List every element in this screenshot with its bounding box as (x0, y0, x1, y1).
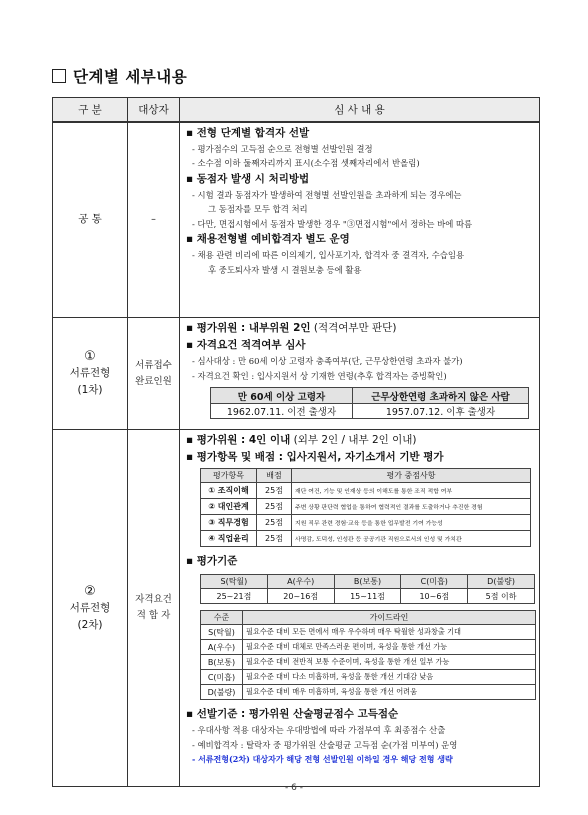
guideline-row (201, 670, 536, 685)
age-table-row (211, 404, 529, 419)
row-common (53, 122, 540, 318)
section-title: 단계별 세부내용 (73, 68, 188, 86)
bullet-heading: ▪ 동점자 발생 시 처리방법 (186, 172, 310, 185)
item-focus: 지원 직무 관련 경험·교육 등을 통한 업무발전 기여 가능성 (292, 515, 531, 531)
item-name: ② 대인관계 (201, 499, 257, 515)
item-score: 25점 (257, 531, 292, 547)
grade-label: S(탁월) (201, 575, 268, 589)
target-line: 서류접수 (135, 359, 172, 371)
target-line: 자격요건 (135, 594, 172, 605)
highlight-note: - 서류전형(2차) 대상자가 해당 전형 선발인원 이하일 경우 해당 전형 생략 (192, 754, 453, 764)
guideline-row (201, 685, 536, 700)
content-screening-1 (180, 318, 540, 430)
grade-range: 5점 이하 (468, 589, 535, 604)
age-value: 1957.07.12. 이후 출생자 (353, 404, 529, 419)
grade-label: A(우수) (267, 575, 334, 589)
grade-range: 10~6점 (401, 589, 468, 604)
bullet-heading: ▪ 채용전형별 예비합격자 별도 운영 (186, 233, 350, 245)
bullet-heading: ▪ 자격요건 적격여부 심사 (186, 339, 306, 351)
guideline-text: 필요수준 대비 다소 미흡하며, 육성을 통한 개선 기대감 낮음 (243, 670, 536, 685)
item-focus: 사명감, 도덕성, 인성관 등 공공기관 직원으로서의 인성 및 가치관 (292, 531, 531, 547)
screening-details-table (52, 97, 540, 787)
detail-line: - 시험 결과 동점자가 발생하여 전형별 선발인원을 초과하게 되는 경우에는 (192, 189, 462, 200)
category-screening-2 (53, 430, 128, 787)
guideline-row (201, 640, 536, 655)
row-screening-2 (53, 430, 540, 787)
guideline-level: A(우수) (201, 640, 243, 655)
age-table (210, 387, 529, 419)
detail-line: - 채용 관련 비리에 따른 이의제기, 입사포기자, 합격자 중 결격자, 수습임용 (192, 250, 465, 260)
guideline-text: 필요수준 대비 매우 미흡하며, 육성을 통한 개선 어려움 (243, 685, 536, 700)
content-common (180, 122, 540, 318)
age-header: 근무상한연령 초과하지 않은 사람 (353, 388, 529, 404)
guideline-header (201, 611, 536, 625)
detail-line: 그 동점자를 모두 합격 처리 (208, 204, 308, 214)
evaluation-items-table (200, 468, 531, 547)
header-target: 대상자 (128, 98, 180, 122)
detail-line: - 우대사항 적용 대상자는 우대방법에 따라 가점부여 후 최종점수 산출 (192, 725, 446, 735)
detail-line: - 자격요건 확인 : 입사지원서 상 기재한 연령(추후 합격자는 증빙확인) (192, 370, 447, 381)
category-sub: (1차) (77, 384, 103, 396)
item-score: 25점 (257, 483, 292, 499)
items-header (201, 469, 531, 483)
grade-range: 15~11점 (334, 589, 401, 604)
detail-line: - 다만, 면접시험에서 동점자 발생한 경우 "③면접시험"에서 정하는 바에 따름 (192, 218, 473, 229)
bullet-heading: ▪ 평가위원 : 내부위원 2인 (적격여부만 판단) (186, 322, 397, 334)
items-row (201, 499, 531, 515)
items-row (201, 515, 531, 531)
item-score: 25점 (257, 515, 292, 531)
guideline-text: 필요수준 대비 전반적 보통 수준이며, 육성을 통한 개선 일부 가능 (243, 655, 536, 670)
section-heading (52, 65, 187, 87)
header-category: 구 분 (53, 98, 128, 122)
guideline-text: 필요수준 대비 대체로 만족스러운 편이며, 육성을 통한 개선 가능 (243, 640, 536, 655)
detail-line: 후 중도퇴사자 발생 시 결원보충 등에 활용 (208, 264, 362, 275)
age-table-header (211, 388, 529, 404)
target-screening-1 (128, 318, 180, 430)
guideline-level: B(보통) (201, 655, 243, 670)
bullet-heading: ▪ 전형 단계별 합격자 선발 (186, 126, 310, 139)
header-content: 심 사 내 용 (180, 98, 540, 122)
detail-line: - 평가점수의 고득점 순으로 전형별 선발인원 결정 (192, 143, 373, 154)
target-line: 완료인원 (135, 375, 172, 387)
guideline-header-cell: 수준 (201, 611, 243, 625)
age-header: 만 60세 이상 고령자 (211, 388, 353, 404)
items-row (201, 483, 531, 499)
category-name: 서류전형 (69, 601, 111, 614)
item-score: 25점 (257, 499, 292, 515)
grade-label: B(보통) (334, 575, 401, 589)
item-focus: 주변 상황 판단력 협업을 통하여 협력적인 결과를 도출하거나 추진한 경험 (292, 499, 531, 515)
guideline-header-cell: 가이드라인 (243, 611, 536, 625)
content-screening-2 (180, 430, 540, 787)
category-screening-1 (53, 318, 128, 430)
bullet-heading: ▪ 평가항목 및 배점 : 입사지원서, 자기소개서 기반 평가 (186, 451, 444, 463)
guideline-row (201, 655, 536, 670)
category-number: ② (84, 583, 96, 599)
items-header-cell: 배점 (257, 469, 292, 483)
guideline-level: S(탁월) (201, 625, 243, 640)
grade-range: 25~21점 (201, 589, 268, 604)
guideline-level: C(미흡) (201, 670, 243, 685)
detail-line: - 소수점 이하 둘째자리까지 표시(소수점 셋째자리에서 반올림) (192, 158, 420, 168)
bullet-heading: ▪ 평가위원 : 4인 이내 (외부 2인 / 내부 2인 이내) (186, 434, 417, 446)
grade-table (200, 574, 535, 604)
items-header-cell: 평가 중점사항 (292, 469, 531, 483)
target-common: – (128, 122, 180, 318)
items-header-cell: 평가항목 (201, 469, 257, 483)
row-screening-1 (53, 318, 540, 430)
category-name: 서류전형 (69, 367, 111, 379)
detail-line: - 예비합격자 : 탈락자 중 평가위원 산술평균 고득점 순(가점 미부여) 운영 (192, 739, 458, 750)
grade-range: 20~16점 (267, 589, 334, 604)
target-line: 적 합 자 (136, 610, 171, 621)
item-name: ④ 직업윤리 (201, 531, 257, 547)
checkbox-square-icon (52, 69, 66, 83)
guideline-level: D(불량) (201, 685, 243, 700)
grade-header (201, 575, 535, 589)
table-header-row (53, 98, 540, 122)
page-number: - 6 - (285, 783, 303, 793)
category-common: 공 통 (53, 122, 128, 318)
item-name: ① 조직이해 (201, 483, 257, 499)
bullet-heading: ▪ 선발기준 : 평가위원 산술평균점수 고득점순 (186, 708, 399, 720)
grade-label: D(불량) (468, 575, 535, 589)
items-row (201, 531, 531, 547)
target-screening-2 (128, 430, 180, 787)
item-name: ③ 직무경험 (201, 515, 257, 531)
category-sub: (2차) (77, 618, 103, 631)
grade-label: C(미흡) (401, 575, 468, 589)
bullet-heading: ▪ 평가기준 (186, 555, 238, 567)
guideline-row (201, 625, 536, 640)
guideline-text: 필요수준 대비 모든 면에서 매우 우수하며 매우 탁월한 성과창출 기대 (243, 625, 536, 640)
age-value: 1962.07.11. 이전 출생자 (211, 404, 353, 419)
detail-line: - 심사대상 : 만 60세 이상 고령자 충족여부(단, 근무상한연령 초과자 불가) (192, 356, 463, 366)
category-number: ① (84, 349, 96, 364)
grade-row (201, 589, 535, 604)
guideline-table (200, 610, 536, 700)
item-focus: 재단 여건, 기능 및 인재상 등의 이해도를 통한 조직 적합 여부 (292, 483, 531, 499)
